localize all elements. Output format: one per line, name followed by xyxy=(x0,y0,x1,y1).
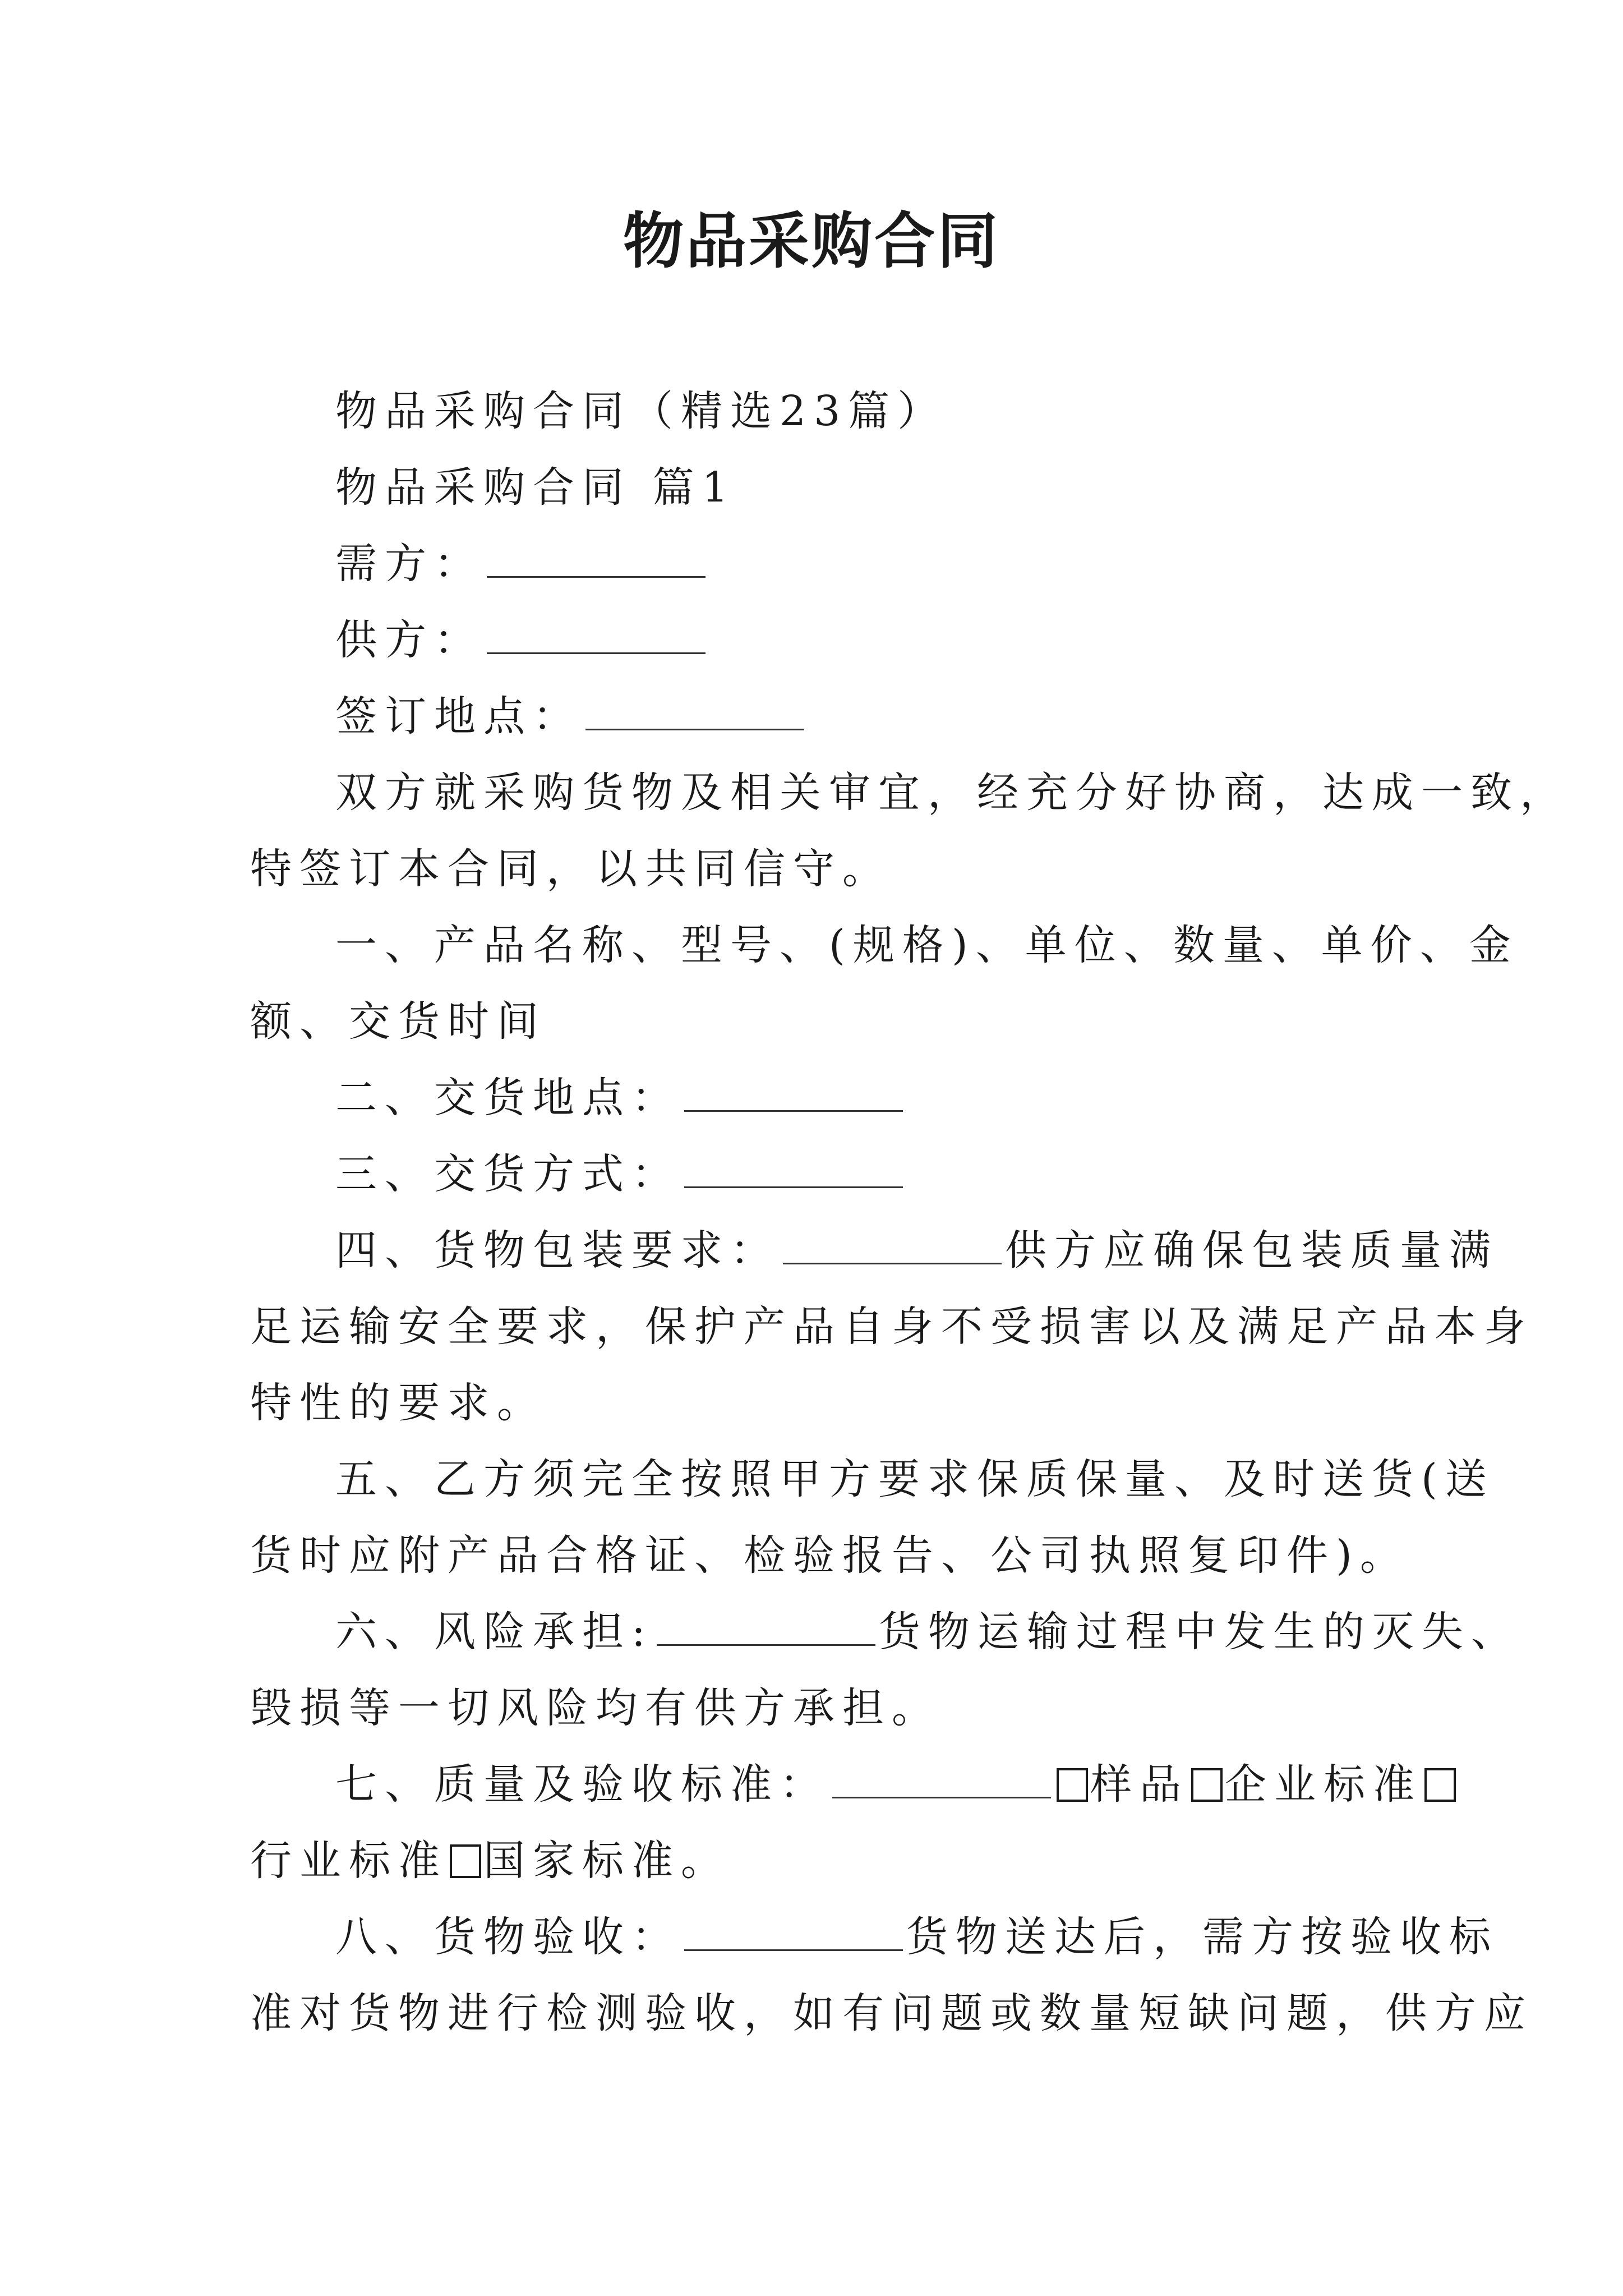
text-line xyxy=(250,678,1377,754)
text: 签订地点： xyxy=(335,692,582,740)
text: 需方： xyxy=(335,540,483,588)
checkbox-enterprise-standard[interactable] xyxy=(1191,1768,1223,1802)
text: 八、货物验收： xyxy=(335,1913,681,1961)
text-line xyxy=(250,1136,1377,1212)
fill-in-blank xyxy=(832,1763,1051,1798)
text: 三、交货方式： xyxy=(335,1150,681,1198)
fill-in-blank xyxy=(585,695,804,730)
text: 特签订本合同，以共同信守。 xyxy=(250,845,892,893)
text-line xyxy=(250,1212,1498,1289)
text-line xyxy=(250,1441,1495,1517)
text: 双方就采购货物及相关审宜，经充分好协商，达成一致， xyxy=(335,769,1569,817)
checkbox-industry-standard[interactable] xyxy=(1424,1768,1456,1802)
text: 七、质量及验收标准： xyxy=(335,1760,829,1809)
text: 供方： xyxy=(335,616,483,664)
text: 毁损等一切风险均有供方承担。 xyxy=(250,1684,941,1732)
text-line xyxy=(250,373,1377,449)
text-line xyxy=(250,1365,1377,1441)
text: 五、乙方须完全按照甲方要求保质保量、及时送货(送 xyxy=(335,1455,1495,1503)
text: 样品 xyxy=(1090,1760,1189,1809)
checkbox-sample[interactable] xyxy=(1057,1768,1088,1802)
text-line xyxy=(250,602,1377,678)
text-line xyxy=(250,831,1377,907)
text: 企业标准 xyxy=(1225,1760,1422,1809)
fill-in-blank xyxy=(783,1229,1002,1264)
text-line xyxy=(250,1746,1422,1823)
text: 二、交货地点： xyxy=(335,1074,681,1122)
text: 足运输安全要求，保护产品自身不受损害以及满足产品本身 xyxy=(250,1303,1533,1351)
text-line xyxy=(250,1289,1533,1365)
fill-in-blank xyxy=(487,619,706,654)
text-line xyxy=(250,1670,1377,1746)
text: 货物送达后，需方按验收标 xyxy=(906,1913,1498,1961)
text: 准对货物进行检测验收，如有问题或数量短缺问题，供方应 xyxy=(250,1989,1533,2037)
text: 物品采购合同 篇1 xyxy=(335,463,736,512)
fill-in-blank xyxy=(657,1611,875,1646)
text-line xyxy=(250,1594,1520,1670)
fill-in-blank xyxy=(487,542,706,578)
text-line xyxy=(250,1823,1377,1899)
text: 特性的要求。 xyxy=(250,1379,546,1427)
document-body xyxy=(250,373,1569,2051)
fill-in-blank xyxy=(684,1916,903,1951)
text-line xyxy=(250,1060,1377,1136)
text-line xyxy=(250,983,1377,1060)
text: 额、交货时间 xyxy=(250,997,546,1046)
text: 货物运输过程中发生的灭失、 xyxy=(878,1608,1520,1656)
text: 物品采购合同（精选23篇） xyxy=(335,387,947,435)
fill-in-blank xyxy=(684,1076,903,1112)
text: 四、货物包装要求： xyxy=(335,1226,780,1274)
fill-in-blank xyxy=(684,1153,903,1188)
text: 一、产品名称、型号、(规格)、单位、数量、单价、金 xyxy=(335,921,1519,969)
text-line xyxy=(250,449,1377,526)
text: 行业标准 xyxy=(250,1837,448,1885)
text: 国家标准。 xyxy=(483,1837,730,1885)
text: 货时应附产品合格证、检验报告、公司执照复印件)。 xyxy=(250,1531,1409,1580)
text: 六、风险承担: xyxy=(335,1608,653,1656)
text: 供方应确保包装质量满 xyxy=(1005,1226,1498,1274)
text-line xyxy=(250,1517,1409,1594)
text-line xyxy=(250,1975,1533,2051)
document-title: 物品采购合同 xyxy=(623,206,1000,277)
text-line xyxy=(250,526,1377,602)
text-line xyxy=(250,1899,1498,1975)
text-line xyxy=(250,907,1519,983)
text-line xyxy=(250,754,1569,831)
checkbox-national-standard[interactable] xyxy=(450,1844,481,1878)
